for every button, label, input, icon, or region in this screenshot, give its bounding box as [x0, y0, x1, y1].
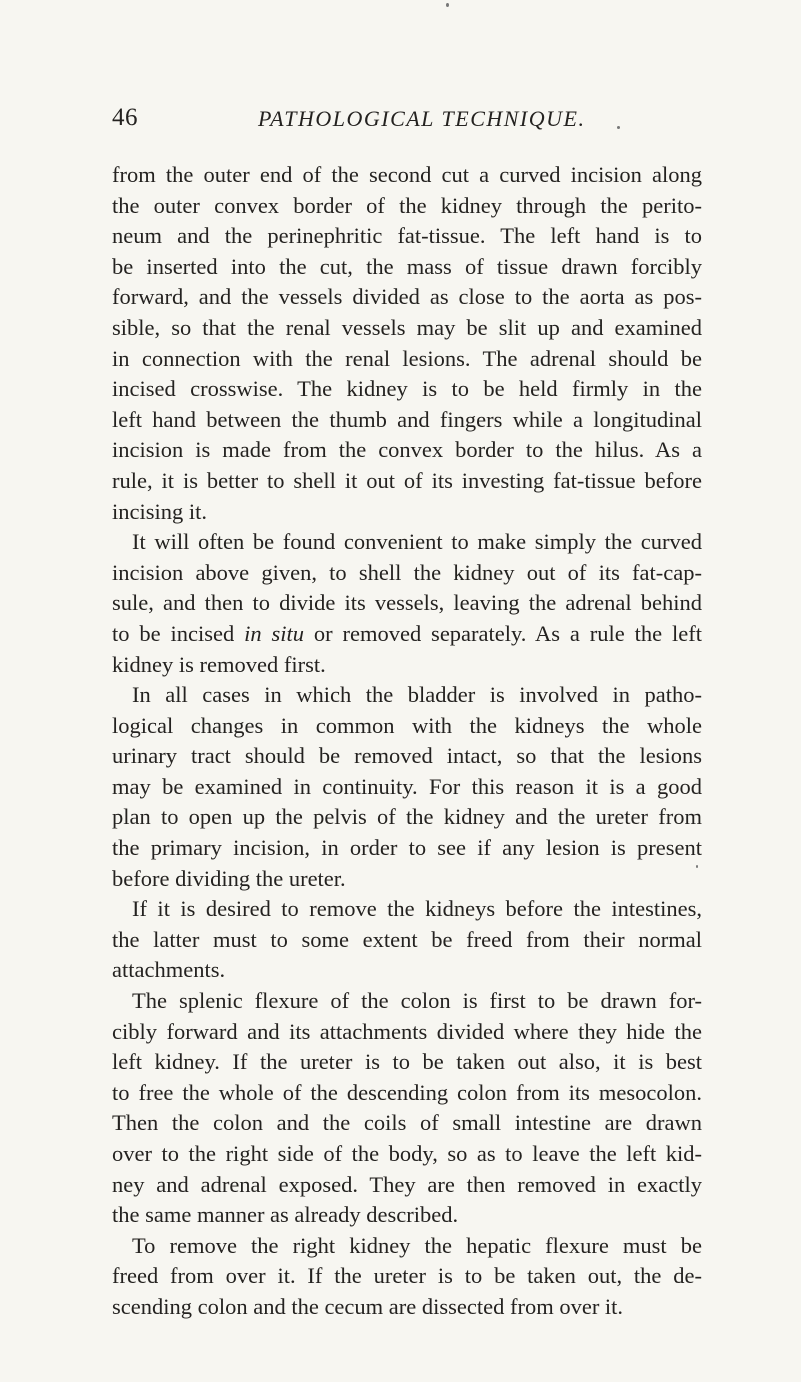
text-line: forward, and the vessels divided as close to the aorta as pos- — [112, 284, 702, 310]
text-line: scending colon and the cecum are dissected from over it. — [112, 1293, 624, 1319]
paragraph-5 — [112, 986, 702, 1231]
text-run: to be incised — [112, 620, 245, 646]
scan-speck — [696, 865, 698, 868]
text-line: It will often be found convenient to make simply the curved — [132, 529, 702, 555]
text-line: over to the right side of the body, so as to leave the left kid- — [112, 1141, 702, 1166]
text-line: incising it. — [112, 498, 207, 524]
text-line: sule, and then to divide its vessels, leaving the adrenal behind — [112, 590, 702, 616]
text-line: incision above given, to shell the kidney out of its fat-cap- — [112, 559, 702, 585]
scan-speck — [446, 3, 449, 7]
text-line: kidney is removed first. — [112, 651, 326, 677]
text-line: attachments. — [112, 957, 226, 983]
text-line: before dividing the ureter. — [112, 865, 346, 891]
text-line: To remove the right kidney the hepatic flexure must be — [132, 1232, 702, 1258]
paragraph-3 — [112, 680, 702, 894]
text-line: plan to open up the pelvis of the kidney and the ureter from — [112, 804, 702, 830]
text-line: the primary incision, in order to see if any lesion is present — [112, 835, 702, 861]
text-line: the outer convex border of the kidney through the perito- — [112, 192, 702, 218]
text-line: urinary tract should be removed intact, so that the lesions — [112, 743, 702, 769]
italic-term: in situ — [244, 620, 304, 646]
text-line: neum and the perinephritic fat-tissue. The left hand is to — [112, 223, 702, 249]
text-line: freed from over it. If the ureter is to be taken out, the de- — [112, 1263, 702, 1289]
text-line: The splenic flexure of the colon is first to be drawn for- — [132, 988, 702, 1014]
text-line: from the outer end of the second cut a curved incision along — [112, 162, 702, 187]
paragraph-4 — [112, 894, 702, 986]
text-line: to free the whole of the descending colon from its mesocolon. — [112, 1079, 702, 1105]
text-line: the same manner as already described. — [112, 1202, 459, 1228]
text-line-with-italic — [112, 619, 702, 650]
body-text — [112, 160, 702, 1323]
text-line: cibly forward and its attachments divided where they hide the — [112, 1018, 702, 1044]
scan-speck — [617, 126, 620, 129]
text-run: or removed separately. As a rule the left — [303, 620, 702, 646]
text-line: In all cases in which the bladder is involved in patho- — [132, 682, 702, 708]
text-line: may be examined in continuity. For this reason it is a good — [112, 773, 702, 799]
paragraph-1 — [112, 160, 702, 527]
text-line: the latter must to some extent be freed from their normal — [112, 926, 702, 952]
text-line: left hand between the thumb and fingers while a longitudinal — [112, 406, 702, 432]
text-line: incised crosswise. The kidney is to be held firmly in the — [112, 376, 702, 402]
text-line: logical changes in common with the kidneys the whole — [112, 712, 702, 738]
page-header — [112, 104, 702, 144]
text-line: in connection with the renal lesions. The adrenal should be — [112, 345, 702, 371]
text-line: ney and adrenal exposed. They are then removed in exactly — [112, 1171, 702, 1197]
text-line: be inserted into the cut, the mass of tissue drawn forcibly — [112, 253, 702, 279]
text-line: sible, so that the renal vessels may be slit up and examined — [112, 314, 702, 340]
text-line: Then the colon and the coils of small intestine are drawn — [112, 1110, 702, 1136]
text-line: rule, it is better to shell it out of its investing fat-tissue before — [112, 467, 702, 493]
text-line: left kidney. If the ureter is to be taken out also, it is best — [112, 1049, 702, 1075]
paragraph-6 — [112, 1231, 702, 1323]
page-number: 46 — [112, 104, 138, 131]
paragraph-2 — [112, 527, 702, 680]
running-title: PATHOLOGICAL TECHNIQUE. — [258, 106, 586, 131]
text-line: If it is desired to remove the kidneys before the intestines, — [132, 896, 702, 922]
text-line: incision is made from the convex border to the hilus. As a — [112, 437, 702, 463]
